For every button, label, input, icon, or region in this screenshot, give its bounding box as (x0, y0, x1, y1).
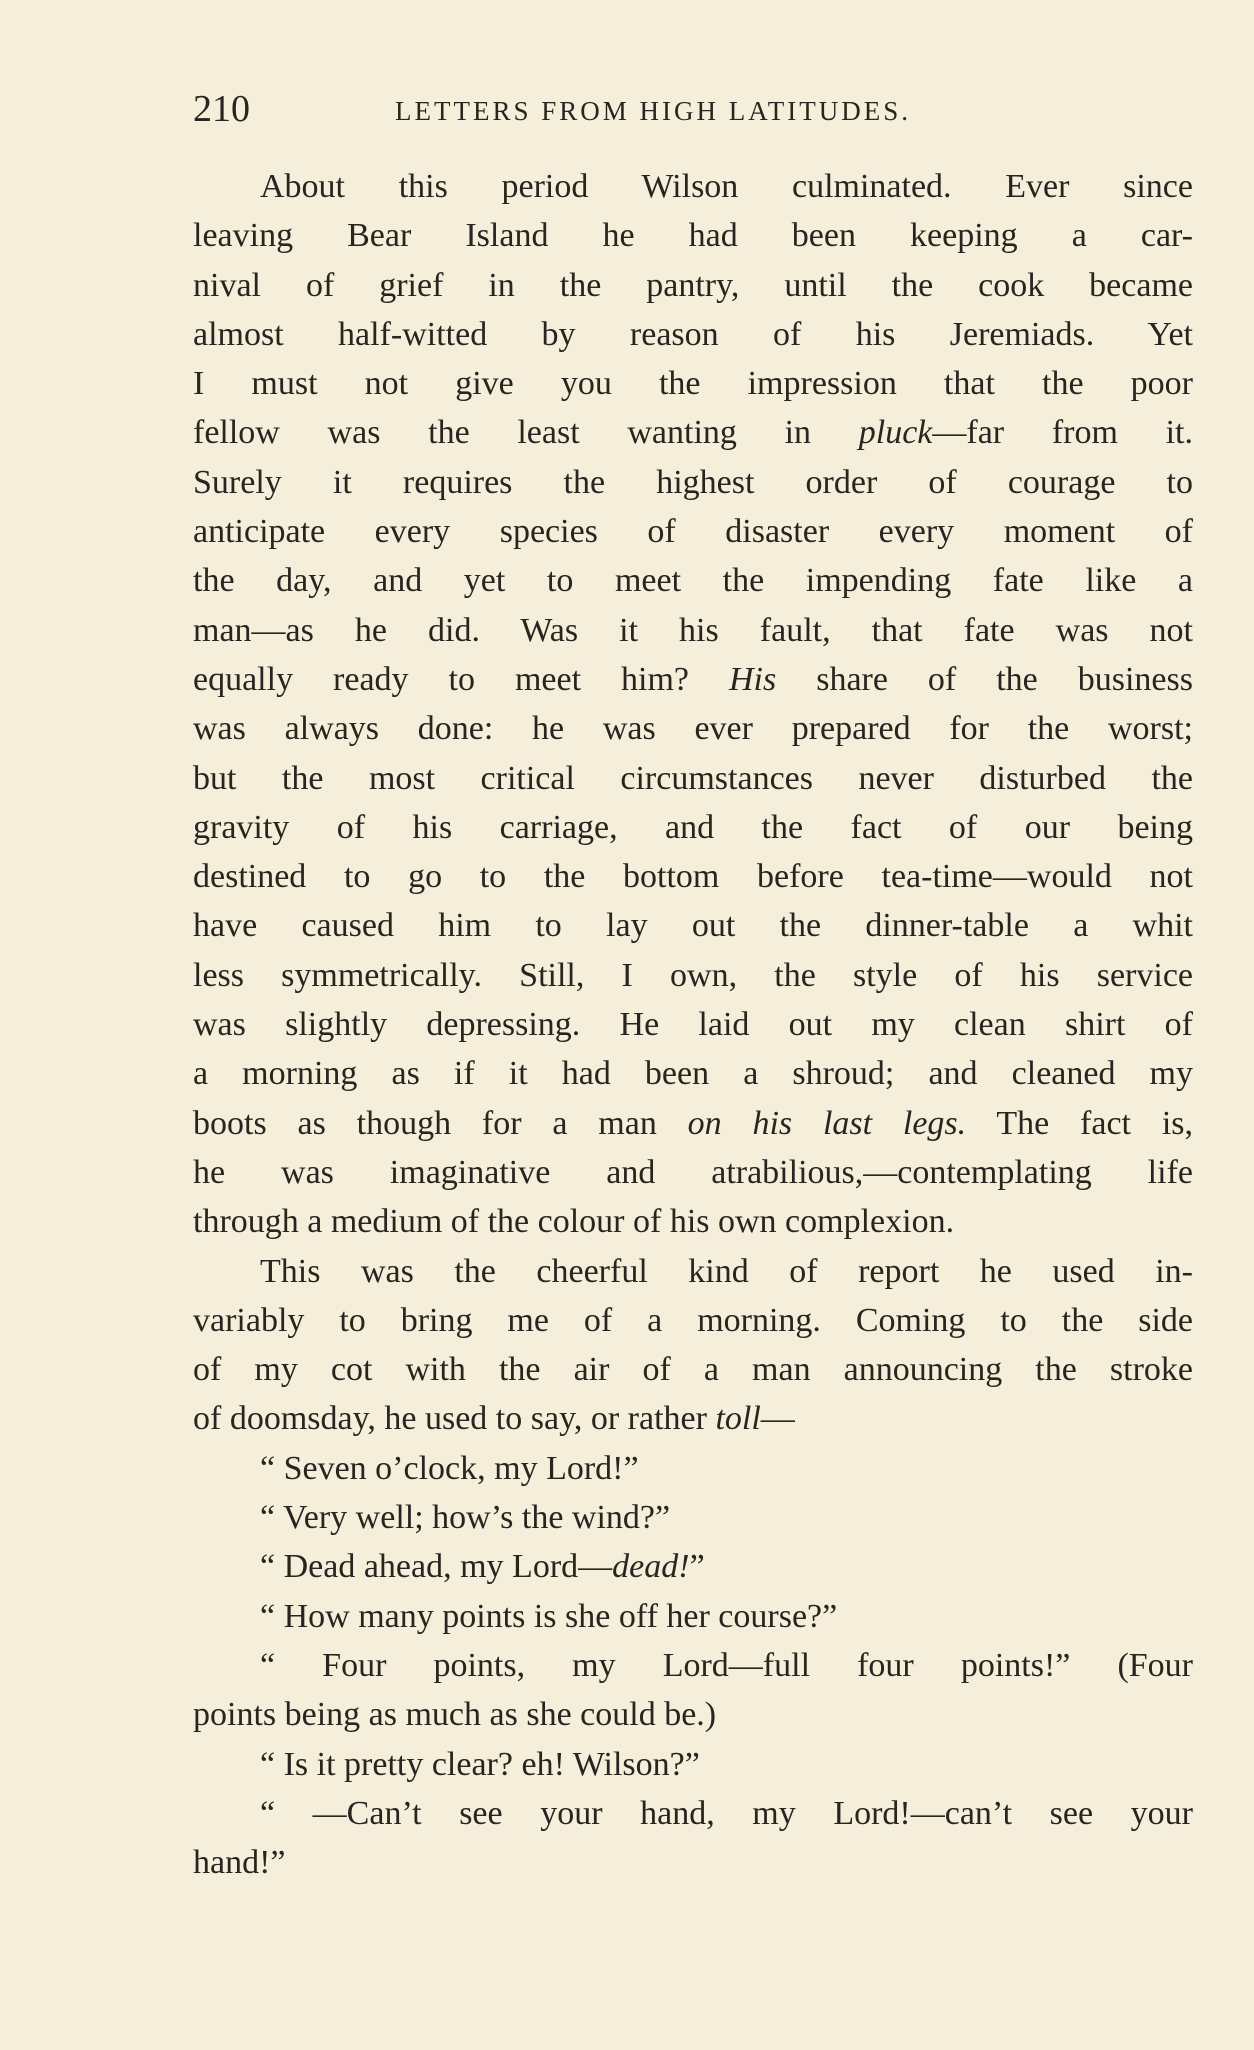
text-line: almost half-witted by reason of his Jeremiads. Yet (193, 315, 1193, 353)
text-line: nival of grief in the pantry, until the cook became (193, 266, 1193, 304)
dialogue-line: “ Four points, my Lord—full four points!” (Four (260, 1646, 1193, 1684)
dialogue-section (193, 1444, 1193, 1888)
text-line: but the most critical circumstances never disturbed the (193, 759, 1193, 797)
text-line: This was the cheerful kind of report he used in- (260, 1252, 1193, 1290)
dialogue-line: “ Seven o’clock, my Lord!” (260, 1449, 639, 1487)
text-line: anticipate every species of disaster every moment of (193, 513, 1193, 551)
text-line: of my cot with the air of a man announcing the stroke (193, 1351, 1193, 1389)
text-line: I must not give you the impression that the poor (193, 365, 1193, 403)
text-line: have caused him to lay out the dinner-table a whit (193, 907, 1193, 945)
text-line: was slightly depressing. He laid out my clean shirt of (193, 1006, 1193, 1044)
body-text (193, 162, 1193, 1887)
text-segment: The fact is, (966, 1104, 1194, 1142)
text-line (193, 408, 1193, 457)
dialogue-line: “ Very well; how’s the wind?” (260, 1499, 671, 1537)
text-line: man—as he did. Was it his fault, that fate was not (193, 611, 1193, 649)
paragraph-1 (193, 162, 1193, 1247)
text-segment: boots as though for a man (193, 1104, 688, 1142)
italic-text: on his last legs. (687, 1104, 967, 1142)
page-header (193, 84, 1193, 134)
text-line (193, 655, 1193, 704)
text-segment: ” (689, 1548, 705, 1586)
text-line: gravity of his carriage, and the fact of our being (193, 808, 1193, 846)
italic-text: pluck (858, 414, 933, 452)
paragraph-2 (193, 1247, 1193, 1444)
dialogue-line: “ How many points is she off her course?” (260, 1597, 838, 1635)
text-line: a morning as if it had been a shroud; and cleaned my (193, 1055, 1193, 1093)
text-line: he was imaginative and atrabilious,—contemplating life (193, 1153, 1193, 1191)
text-segment: — (760, 1400, 795, 1438)
page-number: 210 (193, 88, 250, 130)
running-head: LETTERS FROM HIGH LATITUDES. (395, 96, 911, 126)
text-segment: —far from it. (932, 414, 1194, 452)
text-segment: equally ready to meet him? (193, 660, 729, 698)
text-line: the day, and yet to meet the impending fate like a (193, 562, 1193, 600)
text-line: About this period Wilson culminated. Ever since (260, 168, 1193, 205)
text-segment: fellow was the least wanting in (193, 414, 859, 452)
text-line: destined to go to the bottom before tea-time—would not (193, 858, 1193, 896)
dialogue-line: points being as much as she could be.) (193, 1696, 717, 1734)
text-line: was always done: he was ever prepared for the worst; (193, 710, 1193, 748)
italic-text: His (729, 660, 777, 698)
text-line: through a medium of the colour of his own complexion. (193, 1203, 955, 1241)
dialogue-line: hand!” (193, 1844, 286, 1882)
text-line: Surely it requires the highest order of courage to (193, 463, 1193, 501)
text-line (193, 1394, 1193, 1443)
text-segment: “ Dead ahead, my Lord— (260, 1548, 613, 1586)
dialogue-line (193, 1542, 1193, 1591)
italic-text: dead! (612, 1548, 690, 1586)
italic-text: toll (715, 1400, 761, 1438)
text-segment: of doomsday, he used to say, or rather (193, 1400, 716, 1438)
dialogue-line: “ —Can’t see your hand, my Lord!—can’t see your (260, 1794, 1193, 1832)
text-line: variably to bring me of a morning. Coming to the side (193, 1301, 1193, 1339)
text-line: less symmetrically. Still, I own, the style of his service (193, 956, 1193, 994)
dialogue-line: “ Is it pretty clear? eh! Wilson?” (260, 1745, 700, 1783)
text-segment: share of the business (776, 660, 1193, 698)
text-line (193, 1099, 1193, 1148)
text-line: leaving Bear Island he had been keeping a car- (193, 217, 1193, 255)
